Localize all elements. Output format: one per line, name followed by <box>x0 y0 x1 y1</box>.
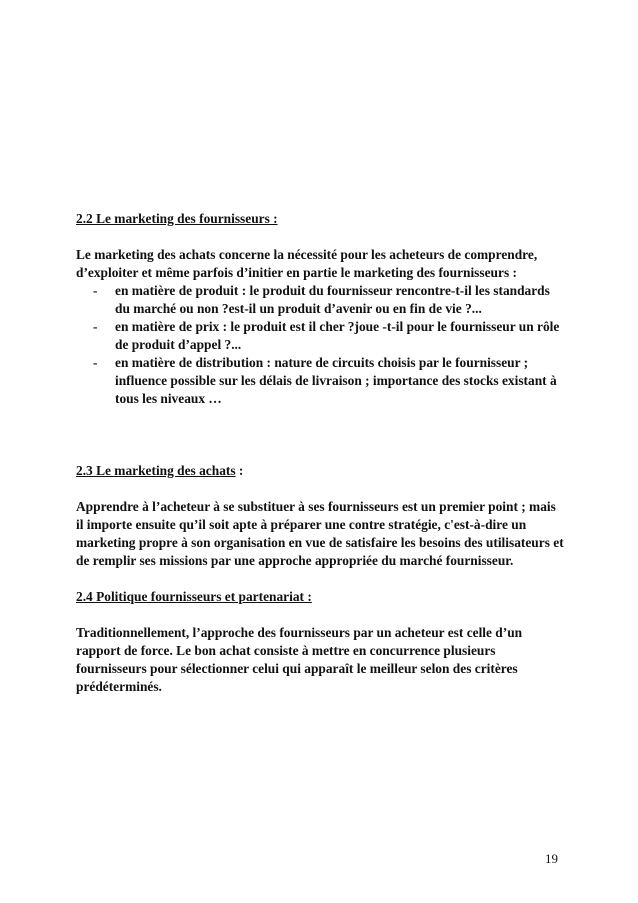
spacer <box>76 228 566 246</box>
section-2-3-body: Apprendre à l’acheteur à se substituer à ses fournisseurs est un premier point ; mais il importe ensuite qu’il soit apte à préparer une contre stratégie, c'est-à-dire un marketing propre à son organisation en vue de satisfaire les besoins des utilisateurs et de remplir ses missions par une approche appropriée du marché fournisseur. <box>76 499 564 568</box>
section-2-4-heading <box>76 588 566 606</box>
list-item <box>76 282 566 318</box>
spacer <box>76 480 566 498</box>
bullet-dash: - <box>93 319 98 334</box>
section-2-2-intro: Le marketing des achats concerne la nécessité pour les acheteurs de comprendre, d’exploiter et même parfois d’initier en partie le marketing des fournisseurs : <box>76 247 538 280</box>
spacer <box>76 606 566 624</box>
spacer <box>76 570 566 588</box>
list-item <box>76 354 566 408</box>
bullet-text: en matière de prix : le produit est il cher ?joue -t-il pour le fournisseur un rôle de produit d’appel ?... <box>115 319 560 352</box>
page-number: 19 <box>545 851 558 866</box>
section-2-4-body: Traditionnellement, l’approche des fournisseurs par un acheteur est celle d’un rapport de force. Le bon achat consiste à mettre en concurrence plusieurs fournisseurs pour sélectionner celui qui apparaît le meilleur selon des critères prédéterminés. <box>76 625 523 694</box>
spacer <box>76 408 566 462</box>
bullet-text: en matière de distribution : nature de circuits choisis par le fournisseur ; influence possible sur les délais de livraison ; importance des stocks existant à tous les niveaux … <box>115 355 557 406</box>
section-2-3-title-suffix: : <box>235 463 244 478</box>
section-2-4-title: 2.4 Politique fournisseurs et partenariat : <box>76 589 312 604</box>
section-2-3-heading <box>76 462 566 480</box>
section-2-2-bullet-list <box>76 282 566 408</box>
list-item <box>76 318 566 354</box>
bullet-dash: - <box>93 355 98 370</box>
section-2-2-heading <box>76 210 566 228</box>
document-page <box>76 210 566 696</box>
section-2-3-title: 2.3 Le marketing des achats <box>76 463 236 478</box>
section-2-2-title: 2.2 Le marketing des fournisseurs : <box>76 211 278 226</box>
bullet-text: en matière de produit : le produit du fournisseur rencontre-t-il les standards du marché ou non ?est-il un produit d’avenir ou en fin de vie ?... <box>115 283 550 316</box>
bullet-dash: - <box>93 283 98 298</box>
